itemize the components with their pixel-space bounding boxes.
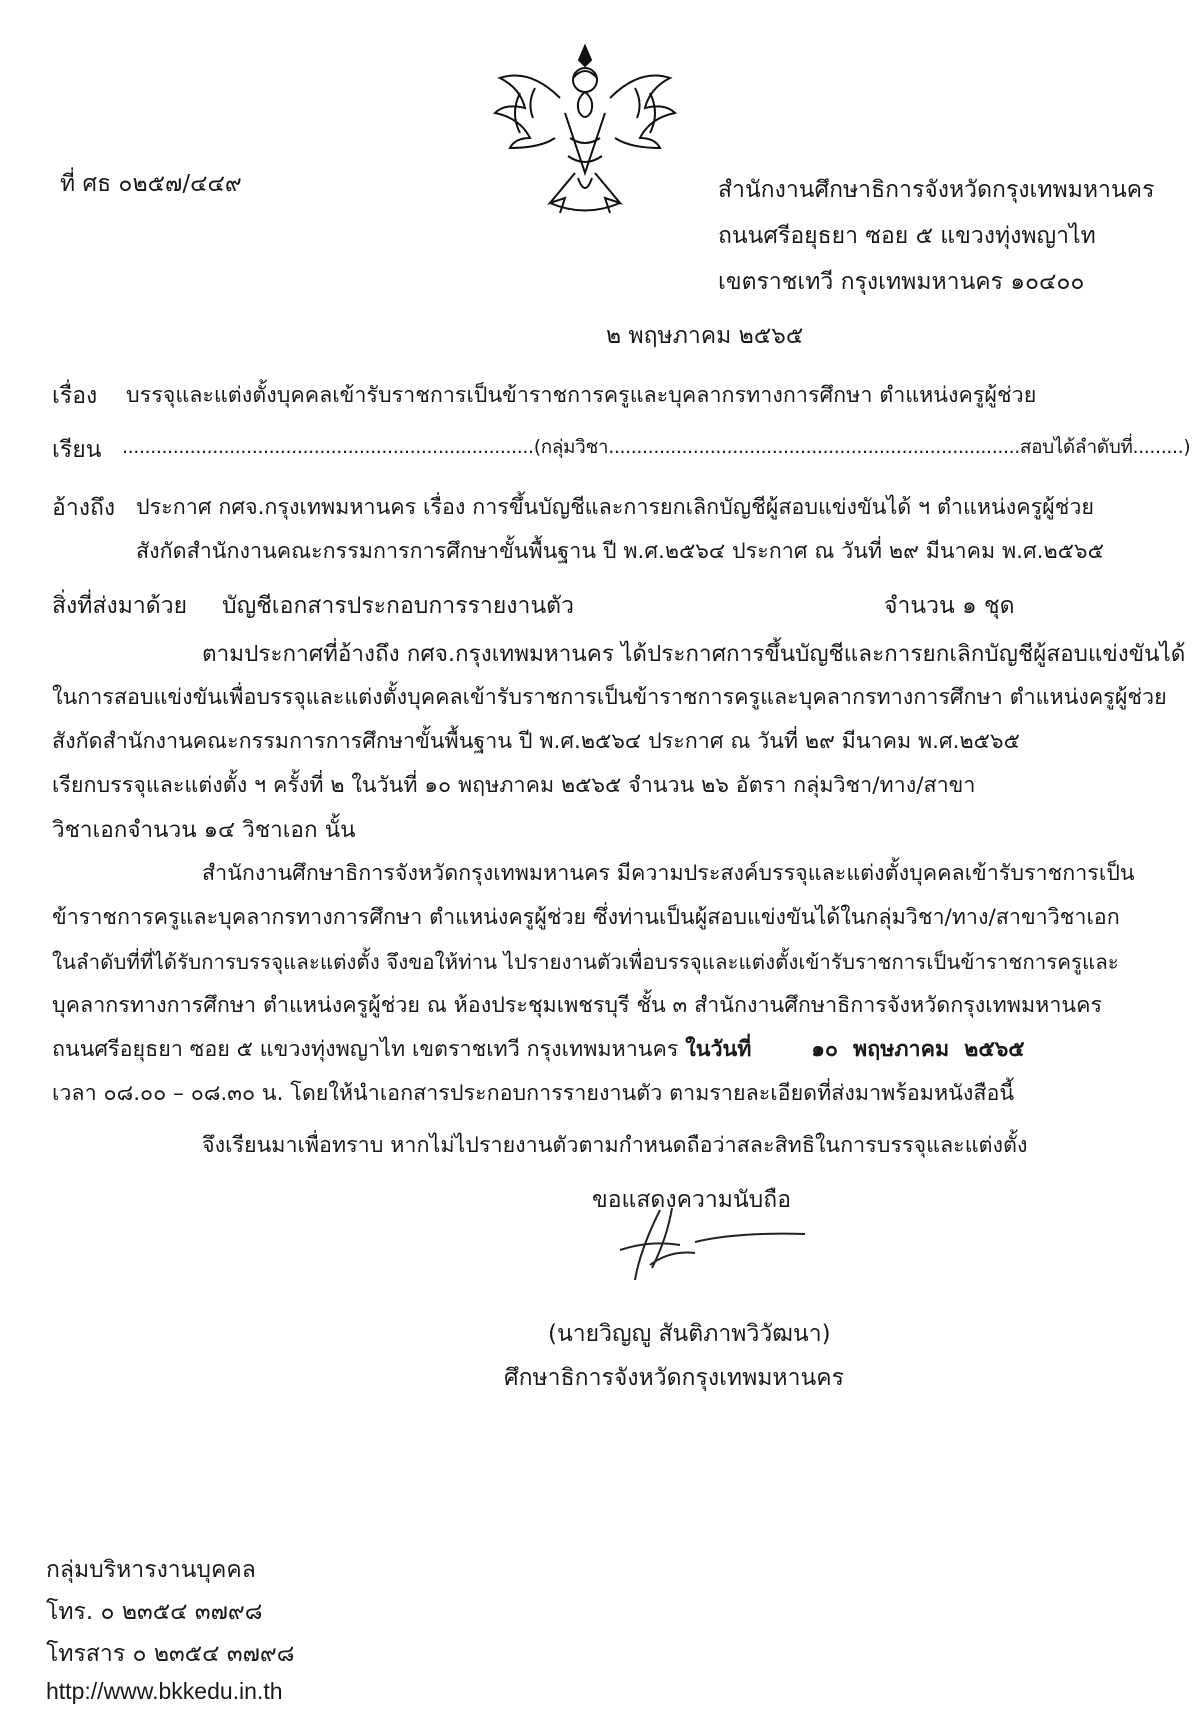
closing-sentence: จึงเรียนมาเพื่อทราบ หากไม่ไปรายงานตัวตามกำหนดถือว่าสละสิทธิในการบรรจุและแต่งตั้ง [202, 1133, 1028, 1158]
reference-number: ที่ ศธ ๐๒๕๗/๔๔๙ [60, 171, 242, 197]
enclosure-quantity: จำนวน ๑ ชุด [884, 593, 1015, 619]
paragraph-1-line-1: ตามประกาศที่อ้างถึง กศจ.กรุงเทพมหานคร ได้ประกาศการขึ้นบัญชีและการยกเลิกบัญชีผู้สอบแข่งขันได้ [202, 641, 1186, 667]
office-address-line-1: สำนักงานศึกษาธิการจังหวัดกรุงเทพมหานคร [718, 177, 1155, 203]
garuda-emblem [490, 38, 680, 228]
reporting-date: ในวันที่ ๑๐ พฤษภาคม ๒๕๖๕ [685, 1037, 1025, 1062]
paragraph-1-line-5: วิชาเอกจำนวน ๑๔ วิชาเอก นั้น [52, 817, 356, 843]
footer-fax: โทรสาร ๐ ๒๓๕๔ ๓๗๙๘ [46, 1641, 295, 1667]
reference-line-1: ประกาศ กศจ.กรุงเทพมหานคร เรื่อง การขึ้นบัญชีและการยกเลิกบัญชีผู้สอบแข่งขันได้ ฯ ตำแหน่งครูผู้ช่วย [136, 495, 1095, 520]
footer-department: กลุ่มบริหารงานบุคคล [46, 1557, 256, 1583]
body-paragraph-1 [52, 632, 1186, 852]
paragraph-1-line-2: ในการสอบแข่งขันเพื่อบรรจุและแต่งตั้งบุคคลเข้ารับราชการเป็นข้าราชการครูและบุคลากรทางการศึกษา ตำแหน่งครูผู้ช่วย [52, 685, 1167, 710]
reference-label: อ้างถึง [52, 495, 116, 521]
office-address-line-3: เขตราชเทวี กรุงเทพมหานคร ๑๐๔๐๐ [718, 269, 1085, 295]
enclosure-label: สิ่งที่ส่งมาด้วย [52, 593, 188, 619]
office-address-line-2: ถนนศรีอยุธยา ซอย ๕ แขวงทุ่งพญาไท [718, 223, 1096, 249]
handwritten-signature [600, 1190, 840, 1300]
footer-phone: โทร. ๐ ๒๓๕๔ ๓๗๙๘ [46, 1599, 263, 1625]
recipient-label: เรียน [52, 437, 102, 463]
paragraph-2-line-5 [52, 1028, 1180, 1072]
paragraph-2-line-2: ข้าราชการครูและบุคลากรทางการศึกษา ตำแหน่งครูผู้ช่วย ซึ่งท่านเป็นผู้สอบแข่งขันได้ในกลุ่มวิชา/ทาง/สาขาวิชาเอก [52, 905, 1120, 930]
letter-date: ๒ พฤษภาคม ๒๕๖๕ [606, 323, 804, 349]
paragraph-1-line-4: เรียกบรรจุและแต่งตั้ง ฯ ครั้งที่ ๒ ในวันที่ ๑๐ พฤษภาคม ๒๕๖๕ จำนวน ๒๖ อัตรา กลุ่มวิชา/ทาง/สาขา [52, 773, 976, 798]
footer-website-link[interactable]: http://www.bkkedu.in.th [46, 1678, 283, 1704]
paragraph-2-line-1: สำนักงานศึกษาธิการจังหวัดกรุงเทพมหานคร มีความประสงค์บรรจุและแต่งตั้งบุคคลเข้ารับราชการเป็น [202, 861, 1135, 886]
reference-line-2: สังกัดสำนักงานคณะกรรมการการศึกษาขั้นพื้นฐาน ปี พ.ศ.๒๕๖๔ ประกาศ ณ วันที่ ๒๙ มีนาคม พ.ศ.๒๕๖๕ [136, 539, 1104, 564]
paragraph-2-line-6: เวลา ๐๘.๐๐ – ๐๘.๓๐ น. โดยให้นำเอกสารประกอบการรายงานตัว ตามรายละเอียดที่ส่งมาพร้อมหนังสือนี้ [52, 1081, 1015, 1106]
signoff-greeting: ขอแสดงความนับถือ [592, 1187, 792, 1213]
recipient-line: .........................................................................(กลุ่มวิชา.........................................................................สอบได้ลำดับที่.........) [122, 436, 1191, 458]
signatory-position: ศึกษาธิการจังหวัดกรุงเทพมหานคร [504, 1365, 844, 1391]
paragraph-2-line-4: บุคลากรทางการศึกษา ตำแหน่งครูผู้ช่วย ณ ห้องประชุมเพชรบุรี ชั้น ๓ สำนักงานศึกษาธิการจังหวัดกรุงเทพมหานคร [52, 993, 1103, 1018]
subject-label: เรื่อง [52, 383, 98, 409]
body-paragraph-2 [52, 852, 1180, 1116]
signatory-name: (นายวิญญู สันติภาพวิวัฒนา) [548, 1321, 831, 1347]
paragraph-2-line-5-text: ถนนศรีอยุธยา ซอย ๕ แขวงทุ่งพญาไท เขตราชเทวี กรุงเทพมหานคร [52, 1037, 679, 1062]
paragraph-2-line-3: ในลำดับที่ที่ได้รับการบรรจุและแต่งตั้ง จึงขอให้ท่าน ไปรายงานตัวเพื่อบรรจุและแต่งตั้งเข้ารับราชการเป็นข้าราชการครูและ [52, 950, 1119, 974]
enclosure-item: บัญชีเอกสารประกอบการรายงานตัว [222, 593, 575, 619]
paragraph-1-line-3: สังกัดสำนักงานคณะกรรมการการศึกษาขั้นพื้นฐาน ปี พ.ศ.๒๕๖๔ ประกาศ ณ วันที่ ๒๙ มีนาคม พ.ศ.๒๕๖๕ [52, 729, 1020, 754]
subject-text: บรรจุและแต่งตั้งบุคคลเข้ารับราชการเป็นข้าราชการครูและบุคลากรทางการศึกษา ตำแหน่งครูผู้ช่วย [126, 383, 1037, 408]
